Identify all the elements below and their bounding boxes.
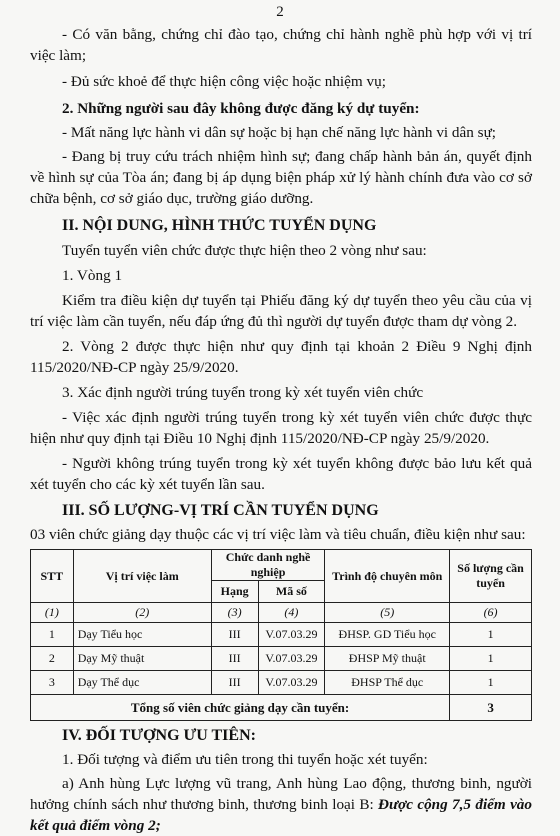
header-code: Mã số [258, 581, 325, 603]
total-value: 3 [450, 695, 532, 721]
cell-quantity: 1 [450, 671, 532, 695]
cell-quantity: 1 [450, 623, 532, 647]
cell-qualification: ĐHSP. GD Tiểu học [325, 623, 450, 647]
section-II-heading: II. NỘI DUNG, HÌNH THỨC TUYỂN DỤNG [62, 217, 377, 234]
document-body [30, 22, 532, 836]
section-II-line-1: Tuyển tuyển viên chức được thực hiện theo 2 vòng như sau: [62, 242, 427, 259]
section-2-item-1: - Mất năng lực hành vi dân sự hoặc bị hạn chế năng lực hành vi dân sự; [62, 124, 497, 141]
section-II-line-4: 2. Vòng 2 được thực hiện như quy định tại khoản 2 Điều 9 Nghị định 115/2020/NĐ-CP ngày 25/9/2020. [30, 338, 532, 376]
header-position: Vị trí việc làm [73, 550, 211, 603]
header-qualification: Trình độ chuyên môn [325, 550, 450, 603]
table-row [31, 623, 532, 647]
cell-position: Dạy Mỹ thuật [73, 647, 211, 671]
header-title-group: Chức danh nghề nghiệp [211, 550, 325, 581]
cell-stt: 3 [31, 671, 74, 695]
index-cell: (4) [258, 603, 325, 623]
cell-position: Dạy Thể dục [73, 671, 211, 695]
section-IV-line-1: 1. Đối tượng và điểm ưu tiên trong thi tuyển hoặc xét tuyển: [62, 751, 428, 768]
table-row [31, 647, 532, 671]
cell-code: V.07.03.29 [258, 623, 325, 647]
total-row [31, 695, 532, 721]
recruitment-table [30, 549, 532, 721]
header-stt: STT [31, 550, 74, 603]
index-cell: (6) [450, 603, 532, 623]
section-IV-line-2-emphasis: Được cộng 7,5 điểm vào kết quả điểm vòng 2; [30, 796, 532, 834]
section-III-intro: 03 viên chức giảng dạy thuộc các vị trí việc làm và tiêu chuẩn, điều kiện như sau: [30, 526, 526, 543]
index-cell: (1) [31, 603, 74, 623]
cell-qualification: ĐHSP Thể dục [325, 671, 450, 695]
cell-stt: 1 [31, 623, 74, 647]
table-row [31, 671, 532, 695]
cell-code: V.07.03.29 [258, 671, 325, 695]
section-II-line-3: Kiểm tra điều kiện dự tuyển tại Phiếu đăng ký dự tuyển theo yêu cầu của vị trí việc làm cần tuyển, nếu đáp ứng đủ thì người dự tuyển được tham dự vòng 2. [30, 292, 532, 330]
section-II-line-2: 1. Vòng 1 [62, 267, 123, 284]
section-IV-line-2 [30, 773, 532, 836]
cell-position: Dạy Tiểu học [73, 623, 211, 647]
cell-quantity: 1 [450, 647, 532, 671]
section-III-heading: III. SỐ LƯỢNG-VỊ TRÍ CẦN TUYỂN DỤNG [62, 502, 379, 519]
header-quantity: Số lượng cần tuyển [450, 550, 532, 603]
section-2-title: 2. Những người sau đây không được đăng ký dự tuyển: [62, 100, 420, 117]
index-cell: (3) [211, 603, 258, 623]
cell-rank: III [211, 647, 258, 671]
section-IV-line-2-text: a) Anh hùng Lực lượng vũ trang, Anh hùng Lao động, thương binh, người hưởng chính sách như thương binh, thương binh loại B: [30, 775, 532, 813]
intro-line-2: - Đủ sức khoẻ để thực hiện công việc hoặc nhiệm vụ; [62, 73, 386, 90]
section-II-line-5: 3. Xác định người trúng tuyển trong kỳ xét tuyển viên chức [62, 384, 424, 401]
cell-qualification: ĐHSP Mỹ thuật [325, 647, 450, 671]
index-row [31, 603, 532, 623]
index-cell: (2) [73, 603, 211, 623]
section-II-line-7: - Người không trúng tuyển trong kỳ xét tuyển không được bảo lưu kết quả xét tuyển cho các kỳ xét tuyển lần sau. [30, 455, 532, 493]
intro-line-1: - Có văn bằng, chứng chỉ đào tạo, chứng chỉ hành nghề phù hợp với vị trí việc làm; [30, 26, 532, 64]
cell-stt: 2 [31, 647, 74, 671]
section-II-line-6: - Việc xác định người trúng tuyển trong kỳ xét tuyển viên chức được thực hiện như quy định tại Điều 10 Nghị định 115/2020/NĐ-CP ngày 25/9/2020. [30, 409, 532, 447]
cell-rank: III [211, 623, 258, 647]
cell-rank: III [211, 671, 258, 695]
total-label: Tổng số viên chức giảng dạy cần tuyển: [31, 695, 450, 721]
section-IV-heading: IV. ĐỐI TƯỢNG ƯU TIÊN: [62, 727, 256, 744]
section-2-item-2: - Đang bị truy cứu trách nhiệm hình sự; đang chấp hành bản án, quyết định về hình sự của Tòa án; đang bị áp dụng biện pháp xử lý hành chính đưa vào cơ sở chữa bệnh, cơ sở giáo dục, trường giáo dưỡng. [30, 148, 532, 207]
page-number: 2 [276, 4, 284, 20]
index-cell: (5) [325, 603, 450, 623]
header-rank: Hạng [211, 581, 258, 603]
cell-code: V.07.03.29 [258, 647, 325, 671]
